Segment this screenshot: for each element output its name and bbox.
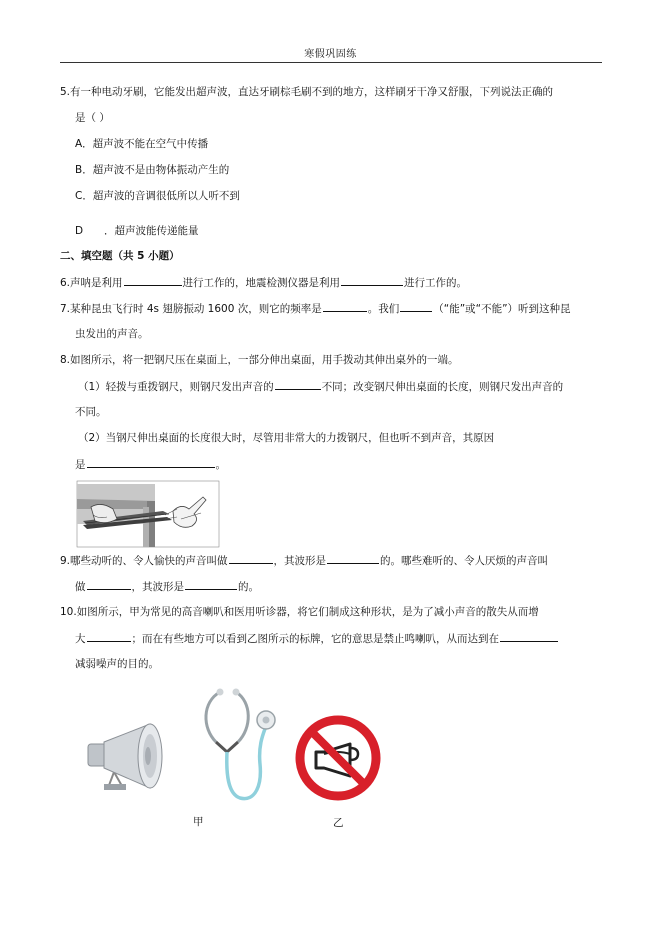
- q10-line2: [75, 631, 559, 646]
- q8-blank-2[interactable]: [87, 457, 215, 468]
- q5-option-c: C．超声波的音调很低所以人听不到: [75, 190, 240, 202]
- q9-text-5: ，其波形是: [131, 581, 184, 593]
- q5-option-a: A．超声波不能在空气中传播: [75, 138, 209, 150]
- q7-text-3: （“能”或“不能”）听到这种昆: [433, 303, 571, 315]
- q5-stem-line2: 是（ ）: [75, 112, 110, 124]
- q9-blank-1[interactable]: [229, 553, 273, 564]
- q10-text-1: 大: [75, 633, 86, 645]
- figure-label-jia: 甲: [193, 816, 204, 828]
- stethoscope-icon: [196, 684, 286, 806]
- figure-label-yi: 乙: [333, 817, 344, 829]
- q7-line1: [60, 301, 571, 316]
- q8-sub2-line2: [75, 457, 226, 472]
- q8-blank-1[interactable]: [275, 379, 321, 390]
- q8-stem: 8.如图所示，将一把钢尺压在桌面上，一部分伸出桌面，用手拨动其伸出桌外的一端。: [60, 354, 459, 366]
- q8-sub2-text-2: 。: [215, 459, 226, 471]
- q5-option-b: B．超声波不是由物体振动产生的: [75, 164, 230, 176]
- q8-sub1-line2: 不同。: [75, 406, 107, 418]
- no-honking-sign-icon: [294, 714, 382, 802]
- q7-text-2: 。我们: [367, 303, 400, 315]
- page-header: 寒假巩固练: [304, 49, 357, 60]
- q5-option-d-text: ．超声波能传递能量: [104, 225, 199, 237]
- q10-blank-2[interactable]: [500, 631, 558, 642]
- q10-text-2: ；而在有些地方可以看到乙图所示的标牌，它的意思是禁止鸣喇叭，从而达到在: [131, 633, 499, 645]
- q5-option-d-letter: D: [75, 225, 84, 237]
- megaphone-icon: [84, 718, 176, 796]
- q6-text-3: 进行工作的。: [404, 277, 468, 289]
- q6-text-1: 6.声呐是利用: [60, 277, 123, 289]
- q6-blank-2[interactable]: [341, 275, 403, 286]
- header-divider: [60, 62, 602, 63]
- q6-text-2: 进行工作的，地震检测仪器是利用: [182, 277, 341, 289]
- q7-blank-1[interactable]: [323, 301, 367, 312]
- ruler-figure: [77, 481, 219, 547]
- q9-text-3: 的。哪些难听的、令人厌烦的声音叫: [380, 555, 549, 567]
- q9-text-6: 的。: [238, 581, 259, 593]
- q9-line1: [60, 553, 548, 568]
- q9-text-1: 9.哪些动听的、令人愉快的声音叫做: [60, 555, 228, 567]
- q6-line: [60, 275, 467, 290]
- q7-text-1: 7.某种昆虫飞行时 4s 翅膀振动 1600 次，则它的频率是: [60, 303, 322, 315]
- q10-blank-1[interactable]: [87, 631, 131, 642]
- q8-sub1-text-1: （1）轻拨与重拨钢尺，则钢尺发出声音的: [78, 381, 274, 393]
- q6-blank-1[interactable]: [124, 275, 182, 286]
- q8-sub1-text-2: 不同；改变钢尺伸出桌面的长度，则钢尺发出声音的: [321, 381, 564, 393]
- q9-text-4: 做: [75, 581, 86, 593]
- q10-line3: 减弱噪声的目的。: [75, 658, 159, 670]
- q8-sub1-line1: [78, 379, 563, 394]
- q9-blank-2[interactable]: [327, 553, 379, 564]
- q9-text-2: ，其波形是: [273, 555, 327, 567]
- section-title: 二、填空题（共 5 小题）: [60, 250, 180, 262]
- q9-line2: [75, 579, 259, 594]
- q7-line2: 虫发出的声音。: [75, 328, 149, 340]
- q8-sub2-line1: （2）当钢尺伸出桌面的长度很大时，尽管用非常大的力拨钢尺，但也听不到声音，其原因: [78, 432, 495, 444]
- q10-line1: 10.如图所示，甲为常见的高音喇叭和医用听诊器，将它们制成这种形状，是为了减小声音的散失从而增: [60, 606, 539, 618]
- q9-blank-4[interactable]: [185, 579, 237, 590]
- q8-sub2-text-1: 是: [75, 459, 86, 471]
- q5-stem-line1: 5.有一种电动牙刷，它能发出超声波，直达牙刷棕毛刷不到的地方，这样刷牙干净又舒服，下列说法正确的: [60, 86, 554, 98]
- q7-blank-2[interactable]: [400, 301, 432, 312]
- q9-blank-3[interactable]: [87, 579, 131, 590]
